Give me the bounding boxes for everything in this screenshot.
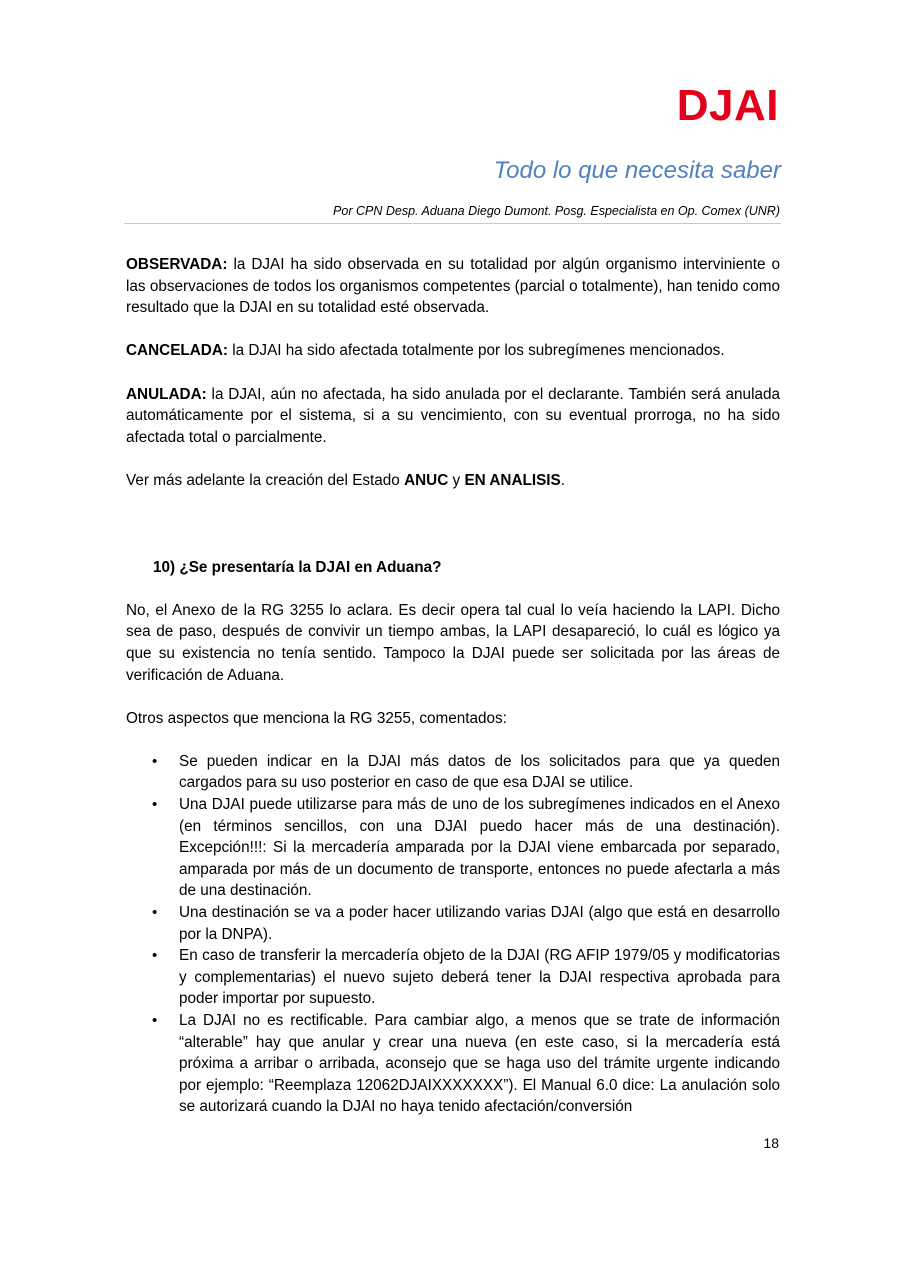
paragraph-observada [126, 254, 780, 319]
question-answer: No, el Anexo de la RG 3255 lo aclara. Es decir opera tal cual lo veía haciendo la LAPI. Dicho sea de paso, después de convivir un tiempo ambas, la LAPI desapareció, lo cuál es lógico ya que su existencia no tenía sentido. Tampoco la DJAI puede ser solicitada por las áreas de verificación de Aduana. [126, 601, 780, 684]
bullet-icon: • [152, 752, 158, 770]
document-title: DJAI [676, 81, 779, 130]
definition-anulada: la DJAI, aún no afectada, ha sido anulada por el declarante. También será anulada automáticamente por el sistema, si a su vencimiento, con su eventual prorroga, no ha sido afectada total o parcialmente. [126, 385, 780, 446]
term-cancelada: CANCELADA: [126, 342, 228, 360]
state-anuc: ANUC [404, 471, 449, 489]
aspects-intro: Otros aspectos que menciona la RG 3255, comentados: [126, 709, 507, 727]
aspects-list [126, 751, 780, 1118]
list-item-text: La DJAI no es rectificable. Para cambiar algo, a menos que se trate de información “alterable” hay que anular y crear una nueva (en este caso, si la mercadería está próxima a arribar o arribada, aconsejo que se haga uso del trámite urgente indicando por ejemplo: “Reemplaza 12062DJAIXXXXXXX”). El Manual 6.0 dice: La anulación solo se autorizará cuando la DJAI no haya tenido afectación/conversión [179, 1012, 780, 1116]
term-anulada: ANULADA: [126, 385, 207, 403]
list-item-text: Una destinación se va a poder hacer utilizando varias DJAI (algo que está en desarrollo por la DNPA). [179, 904, 780, 943]
bullet-icon: • [152, 1012, 158, 1029]
ver-text-3: . [560, 471, 566, 489]
bullet-icon: • [152, 796, 158, 814]
page-number: 18 [763, 1135, 779, 1151]
list-item-text: Se pueden indicar en la DJAI más datos de los solicitados para que ya queden cargados para su uso posterior en caso de que esa DJAI se utilice. [179, 752, 780, 792]
document-body [126, 254, 780, 1118]
list-item [126, 945, 780, 1010]
list-item-text: Una DJAI puede utilizarse para más de uno de los subregímenes indicados en el Anexo (en términos sencillos, con una DJAI puedo hacer más de una destinación). Excepción!!!: Si la mercadería amparada por la DJAI viene embarcada por separado, amparada por más de un documento de transporte, entonces no puede afectarla a más de una destinación. [179, 796, 780, 900]
paragraph-cancelada [126, 340, 780, 362]
paragraph-ver-mas [126, 470, 780, 492]
term-observada: OBSERVADA: [126, 256, 228, 273]
bullet-icon: • [152, 904, 158, 922]
header-divider [124, 223, 781, 224]
author-line: Por CPN Desp. Aduana Diego Dumont. Posg. Especialista en Op. Comex (UNR) [333, 204, 780, 218]
document-subtitle: Todo lo que necesita saber [493, 157, 781, 184]
bullet-icon: • [152, 947, 158, 965]
ver-text-1: Ver más adelante la creación del Estado [126, 471, 405, 489]
list-item [126, 751, 780, 794]
paragraph-anulada [126, 384, 780, 449]
state-en-analisis: EN ANALISIS [464, 471, 561, 489]
list-item [126, 902, 780, 945]
definition-observada: la DJAI ha sido observada en su totalidad por algún organismo interviniente o las observaciones de todos los organismos competentes (parcial o totalmente), han tenido como resultado que la DJAI en su totalidad esté observada. [126, 256, 780, 317]
question-heading: 10) ¿Se presentaría la DJAI en Aduana? [153, 558, 442, 576]
definition-cancelada: la DJAI ha sido afectada totalmente por los subregímenes mencionados. [227, 342, 725, 360]
ver-text-2: y [448, 471, 465, 489]
list-item-text: En caso de transferir la mercadería objeto de la DJAI (RG AFIP 1979/05 y modificatorias y complementarias) el nuevo sujeto deberá tener la DJAI respectiva aprobada para poder importar por supuesto. [179, 947, 780, 1008]
list-item [126, 794, 780, 902]
list-item [126, 1010, 780, 1118]
